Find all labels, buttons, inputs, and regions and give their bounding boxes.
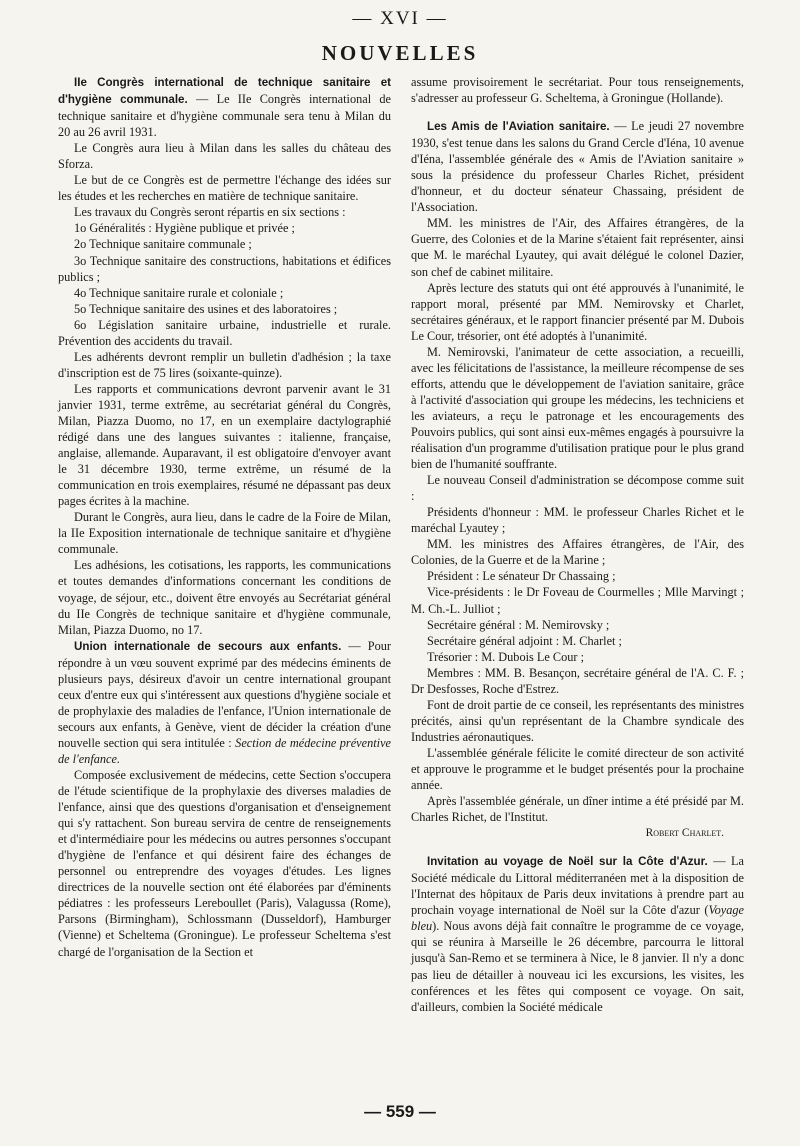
paragraph-continued: assume provisoirement le secrétariat. Pour tous renseignements, s'adresser au professeur G. Scheltema, à Groningue (Hollande). (411, 75, 744, 106)
list-item: 4o Technique sanitaire rurale et coloniale ; (74, 285, 284, 300)
paragraph: Le nouveau Conseil d'administration se décompose comme suit : (411, 473, 744, 504)
paragraph: L'assemblée générale félicite le comité directeur de son activité et approuve le programme et le budget présentés pour la prochaine année. (411, 745, 744, 793)
section-title: NOUVELLES (321, 41, 479, 65)
list-item: 1o Généralités : Hygiène publique et privée ; (74, 221, 295, 236)
left-column (58, 74, 391, 960)
signature: Robert Charlet. (645, 827, 724, 840)
article-noel-intro: Invitation au voyage de Noël sur la Côte d'Azur. — La Société médicale du Littoral méditerranéen met à la disposition de l'Internat des hôpitaux de Paris deux invitations à prendre part au prochain voyage international de Noël sur la Côte d'azur (Voyage bleu). Nous avons déjà fait connaître le programme de ce voyage, qui se réunira à Marseille le 26 décembre, parcourra le littoral jusqu'à San-Remo et se terminera à Nice, le 8 janvier. Il n'y a donc pas lieu de détailler à nouveau ici les excursions, les visites, les conférences et les fêtes qui composent ce voyage. On sait, d'ailleurs, combien la Société médicale (411, 854, 745, 1014)
list-item: Président : Le sénateur Dr Chassaing ; (427, 569, 616, 584)
paragraph: Les adhérents devront remplir un bulletin d'adhésion ; la taxe d'inscription est de 75 lires (soixante-quinze). (58, 349, 391, 380)
list-item: 2o Technique sanitaire communale ; (74, 237, 252, 252)
paragraph: MM. les ministres de l'Air, des Affaires étrangères, de la Guerre, des Colonies et de la Marine s'étaient fait représenter, ainsi que M. le maréchal Lyautey, qui avait délégué le colonel Dazier, son chef de cabinet militaire. (411, 216, 744, 279)
paragraph: Les rapports et communications devront parvenir avant le 31 janvier 1931, terme extrême, au secrétariat général du Congrès, Milan, Piazza Duomo, no 17, en un exemplaire dactylographié rédigé dans une des langues suivantes : italienne, française, anglaise, allemande. Auparavant, il est obligatoire d'envoyer avant le 31 décembre 1930, terme extrême, un résumé de la communication en trois exemplaires, résumé ne dépassant pas deux pages écrites à la machine. (58, 381, 391, 509)
paragraph: Durant le Congrès, aura lieu, dans le cadre de la Foire de Milan, la IIe Exposition internationale de technique sanitaire et d'hygiène communale. (58, 510, 391, 557)
page-number: — 559 — (364, 1102, 436, 1121)
paragraph: Les travaux du Congrès seront répartis en six sections : (74, 205, 346, 220)
paragraph: Composée exclusivement de médecins, cette Section s'occupera de l'étude scientifique de la prophylaxie des diverses maladies de l'enfance, ainsi que des questions d'organisation et d'enseignement qui s'y rattachent. Son bureau servira de centre de renseignements et d'intermédiaire pour les médecins ou autres personnes s'occupant d'hygiène de l'enfance et qui désirent faire des échanges de personnel ou entreprendre des voyages d'études. Les lignes directrices de la nouvelle section ont été élaborées par d'éminents pédiatres : les professeurs Lereboullet (Paris), Valagussa (Rome), Parsons (Birmingham), Schlossmann (Dusseldorf), Hamburger (Vienne) et Scheltema (Groningue). Le professeur Scheltema s'est chargé de l'organisation de la Section et (58, 768, 391, 959)
article-congres-intro: IIe Congrès international de technique sanitaire et d'hygiène communale. — Le IIe Congrès international de technique sanitaire et d'hygiène communale sera tenu à Milan du 20 au 26 avril 1931. (58, 76, 391, 140)
list-item: Trésorier : M. Dubois Le Cour ; (427, 649, 585, 664)
paragraph: Après lecture des statuts qui ont été approuvés à l'unanimité, le rapport moral, présenté par MM. Nemirovsky et Charlet, secrétaires généraux, et le rapport financier présenté par M. Dubois Le Cour, trésorier, ont été adoptés à l'unanimité. (411, 280, 744, 343)
list-item: Vice-présidents : le Dr Foveau de Courmelles ; Mlle Marvingt ; M. Ch.-L. Julliot ; (411, 585, 744, 616)
article-title-amis: Les Amis de l'Aviation sanitaire. (427, 120, 610, 134)
list-item: Membres : MM. B. Besançon, secrétaire général de l'A. C. F. ; Dr Desfosses, Roche d'Estrez. (411, 665, 744, 696)
right-column (411, 74, 744, 1015)
paragraph: Font de droit partie de ce conseil, les représentants des ministres précités, ainsi qu'un représentant de la Chambre syndicale des Industries aéronautiques. (411, 697, 744, 744)
list-item: Présidents d'honneur : MM. le professeur Charles Richet et le maréchal Lyautey ; (411, 505, 744, 536)
article-union-intro: Union internationale de secours aux enfants. — Pour répondre à un vœu souvent exprimé par des médecins éminents de plusieurs pays, désireux d'avoir un centre international groupant ceux d'entre eux qui s'intéressent aux questions d'hygiène sociale et de prophylaxie des maladies de l'enfance, l'Union internationale de secours aux enfants, à Genève, vient de décider la création d'une nouvelle section qui sera intitulée : Section de médecine préventive de l'enfance. (58, 638, 392, 766)
list-item: 3o Technique sanitaire des constructions, habitations et édifices publics ; (58, 253, 391, 284)
paragraph: M. Nemirovski, l'animateur de cette association, a recueilli, avec les félicitations de l'assistance, la meilleure récompense de ses efforts, attendu que le développement de l'aviation sanitaire, grâce à l'activité d'association qui groupe les médecins, les techniciens et les aviateurs, a reçu le patronage et les encouragements des Pouvoirs publics, qui sont ainsi eux-mêmes engagés à poursuivre la réalisation d'un programme d'utilisation pratique pour le plus grand bien de l'humanité souffrante. (411, 344, 744, 472)
paragraph: Le but de ce Congrès est de permettre l'échange des idées sur les études et les recherches en matière de technique sanitaire. (58, 173, 391, 204)
article-amis-intro: Les Amis de l'Aviation sanitaire. — Le jeudi 27 novembre 1930, s'est tenue dans les salons du Grand Cercle d'Iéna, 10 avenue d'Iéna, l'assemblée générale des « Amis de l'Aviation sanitaire » sous la présidence du professeur Charles Richet, président d'honneur, et du docteur sénateur Chassaing, président de l'Association. (411, 119, 744, 215)
list-item: MM. les ministres des Affaires étrangères, de l'Air, des Colonies, de la Guerre et de la Marine ; (411, 537, 744, 568)
list-item: Secrétaire général : M. Nemirovsky ; (427, 617, 610, 632)
article-title-noel: Invitation au voyage de Noël sur la Côte d'Azur. (427, 855, 708, 869)
article-title-congres: IIe Congrès international de technique sanitaire et d'hygiène communale. (58, 76, 391, 107)
list-item: Secrétaire général adjoint : M. Charlet ; (427, 633, 622, 648)
paragraph: Après l'assemblée générale, un dîner intime a été présidé par M. Charles Richet, de l'Institut. (411, 794, 744, 825)
list-item: 5o Technique sanitaire des usines et des laboratoires ; (74, 301, 338, 316)
article-title-union: Union internationale de secours aux enfants. (74, 639, 342, 653)
list-item: 6o Législation sanitaire urbaine, industrielle et rurale. Prévention des accidents du travail. (58, 317, 391, 348)
paragraph: Les adhésions, les cotisations, les rapports, les communications et toutes demandes d'informations concernant les conditions de voyage, de séjour, etc., doivent être envoyés au Secrétariat général du IIe Congrès de technique sanitaire et d'hygiène communale, Milan, Piazza Duomo, no 17. (58, 558, 391, 637)
page-roman-numeral: — XVI — (352, 8, 448, 29)
paragraph: Le Congrès aura lieu à Milan dans les salles du château des Sforza. (58, 141, 391, 172)
